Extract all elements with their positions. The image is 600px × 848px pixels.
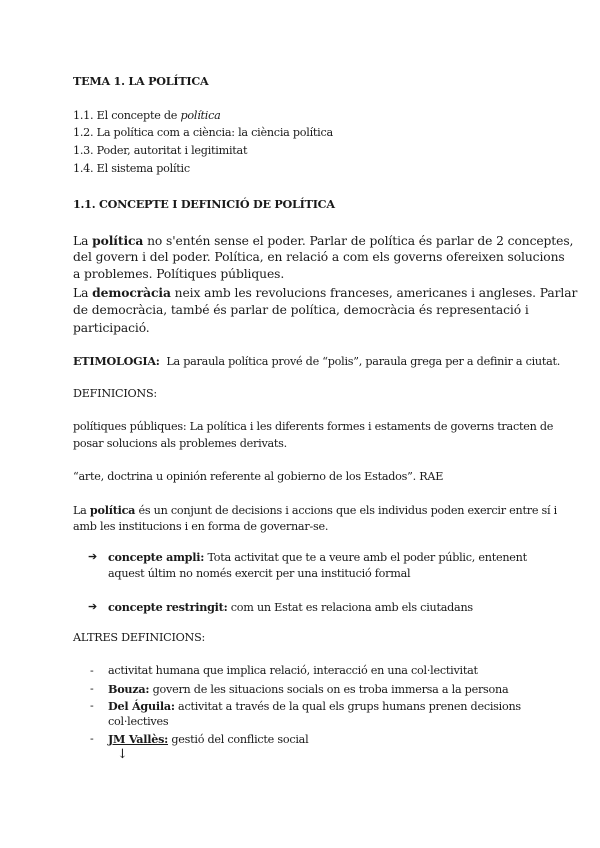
altres-item-2-text: govern de les situacions socials on es troba immersa a la persona bbox=[152, 683, 509, 696]
bullet-restringit-label: concepte restringit: bbox=[108, 600, 228, 614]
arrow-right-icon: ➔ bbox=[88, 600, 98, 613]
rae-quote: “arte, doctrina u opinión referente al gobierno de los Estados”. RAE bbox=[73, 470, 444, 483]
intro-p1-post: no s'entén sense el poder. Parlar de política és parlar de 2 conceptes, bbox=[147, 234, 574, 248]
intro-p1-line3: a problemes. Polítiques públiques. bbox=[73, 267, 285, 281]
bullet-restringit bbox=[108, 599, 473, 616]
def2-line1 bbox=[73, 502, 557, 519]
bullet-ampli-text: Tota activitat que te a veure amb el poder públic, entenent bbox=[207, 551, 527, 564]
intro-p2-line1 bbox=[73, 284, 577, 302]
toc-item-1 bbox=[73, 108, 221, 124]
altres-item-4 bbox=[108, 731, 308, 748]
altres-item-3-text: activitat a través de la qual els grups humans prenen decisions bbox=[178, 700, 521, 713]
bullet-ampli-line2: aquest últim no només exercit per una institució formal bbox=[108, 567, 411, 580]
def1-line2: posar solucions als problemes derivats. bbox=[73, 437, 287, 450]
altres-item-1: activitat humana que implica relació, interacció en una col·lectivitat bbox=[108, 664, 478, 677]
intro-p2-bold: democràcia bbox=[92, 285, 171, 300]
page-heading: TEMA 1. LA POLÍTICA bbox=[73, 74, 209, 88]
altres-item-4-author: JM Vallès: bbox=[108, 732, 169, 746]
etimologia bbox=[73, 353, 560, 370]
intro-p1-bold: política bbox=[92, 233, 144, 248]
intro-p1-line1 bbox=[73, 232, 573, 250]
intro-p2-pre: La bbox=[73, 286, 89, 300]
toc-item-3: 1.3. Poder, autoritat i legitimitat bbox=[73, 144, 248, 157]
list-dash: - bbox=[90, 732, 94, 745]
def2-pre: La bbox=[73, 504, 87, 517]
altres-item-3-line2: col·lectives bbox=[108, 715, 169, 728]
intro-p2-line3: participació. bbox=[73, 321, 150, 335]
list-dash: - bbox=[90, 682, 94, 695]
def2-bold: política bbox=[89, 503, 136, 517]
toc-item-4: 1.4. El sistema polític bbox=[73, 162, 190, 175]
arrow-right-icon: ➔ bbox=[88, 550, 98, 563]
list-dash: - bbox=[90, 664, 94, 677]
altres-item-3-author: Del Águila: bbox=[108, 699, 175, 713]
toc-item-1-text: 1.1. El concepte de bbox=[73, 109, 181, 122]
def2-post: és un conjunt de decisions i accions que els individus poden exercir entre sí i bbox=[138, 504, 557, 517]
intro-p1-pre: La bbox=[73, 234, 89, 248]
altres-item-2 bbox=[108, 681, 508, 698]
toc-item-2: 1.2. La política com a ciència: la ciència política bbox=[73, 126, 333, 139]
etimologia-label: ETIMOLOGIA: bbox=[73, 354, 160, 368]
def2-line2: amb les institucions i en forma de governar-se. bbox=[73, 520, 329, 533]
altres-item-2-author: Bouza: bbox=[108, 682, 150, 696]
list-dash: - bbox=[90, 699, 94, 712]
bullet-ampli-label: concepte ampli: bbox=[108, 550, 205, 564]
altres-item-4-text: gestió del conflicte social bbox=[171, 733, 309, 746]
section-title: 1.1. CONCEPTE I DEFINICIÓ DE POLÍTICA bbox=[73, 197, 335, 211]
toc-item-1-italic: política bbox=[180, 109, 221, 122]
arrow-down-icon: ↓ bbox=[117, 747, 128, 762]
etimologia-text: La paraula política prové de “polis”, paraula grega per a definir a ciutat. bbox=[166, 355, 561, 368]
intro-p1-line2: del govern i del poder. Política, en relació a com els governs ofereixen solucions bbox=[73, 250, 565, 264]
altres-item-3 bbox=[108, 698, 521, 715]
def1-line1: polítiques públiques: La política i les diferents formes i estaments de governs tracten de bbox=[73, 420, 554, 433]
bullet-restringit-text: com un Estat es relaciona amb els ciutadans bbox=[230, 601, 473, 614]
intro-p2-line2: de democràcia, també és parlar de política, democràcia és representació i bbox=[73, 303, 529, 317]
bullet-ampli-line1 bbox=[108, 549, 527, 566]
definicions-label: DEFINICIONS: bbox=[73, 387, 157, 400]
altres-label: ALTRES DEFINICIONS: bbox=[73, 631, 206, 644]
intro-p2-post: neix amb les revolucions franceses, americanes i angleses. Parlar bbox=[174, 286, 578, 300]
